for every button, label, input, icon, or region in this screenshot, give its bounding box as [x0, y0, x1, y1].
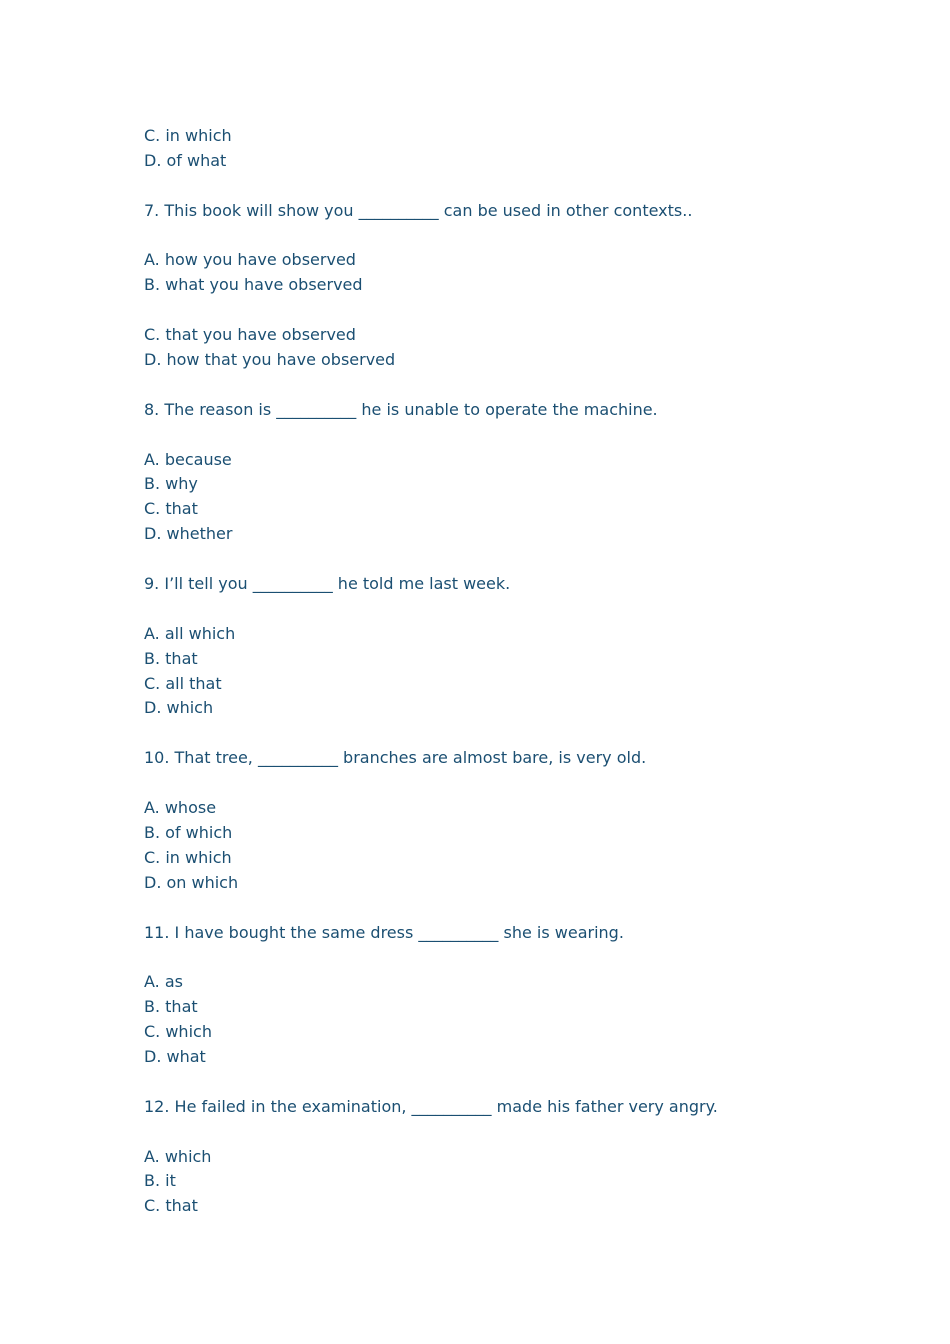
answer-option: D. how that you have observed: [144, 350, 396, 370]
answer-option: B. that: [144, 648, 198, 668]
answer-option: C. that: [144, 1196, 198, 1216]
answer-option: C. all that: [144, 673, 222, 693]
answer-option: C. in which: [144, 126, 232, 145]
answer-option: C. that you have observed: [144, 325, 356, 345]
answer-option: A. all which: [144, 623, 236, 643]
answer-options: [144, 448, 844, 548]
block-spacer: [144, 1120, 844, 1145]
block-spacer: [144, 721, 844, 746]
answer-options: [144, 323, 844, 373]
answer-option: B. it: [144, 1171, 176, 1191]
question-text: 9. I’ll tell you __________ he told me last week.: [144, 574, 511, 594]
answer-options: [144, 1145, 844, 1220]
question-text: 7. This book will show you __________ can be used in other contexts..: [144, 200, 693, 220]
answer-options: [144, 796, 844, 896]
block-spacer: [144, 771, 844, 796]
answer-options: [144, 970, 844, 1070]
answer-options: [144, 124, 844, 174]
block-spacer: [144, 298, 844, 323]
question-text: 11. I have bought the same dress __________ she is wearing.: [144, 922, 624, 942]
answer-option: C. in which: [144, 847, 232, 867]
answer-option: D. what: [144, 1046, 206, 1066]
answer-options: [144, 622, 844, 722]
question-text: 10. That tree, __________ branches are almost bare, is very old.: [144, 748, 647, 768]
answer-option: C. that: [144, 499, 198, 519]
answer-option: A. which: [144, 1146, 212, 1166]
answer-option: A. whose: [144, 798, 217, 818]
answer-options: [144, 248, 844, 298]
block-spacer: [144, 597, 844, 622]
answer-option: B. what you have observed: [144, 275, 363, 295]
block-spacer: [144, 373, 844, 398]
answer-option: A. as: [144, 972, 183, 992]
answer-option: B. of which: [144, 822, 233, 842]
question-text: 8. The reason is __________ he is unable to operate the machine.: [144, 399, 658, 419]
block-spacer: [144, 896, 844, 921]
block-spacer: [144, 1070, 844, 1095]
block-spacer: [144, 547, 844, 572]
block-spacer: [144, 945, 844, 970]
question-text: 12. He failed in the examination, __________ made his father very angry.: [144, 1096, 718, 1116]
answer-option: A. because: [144, 449, 232, 469]
answer-option: B. why: [144, 474, 198, 494]
answer-option: D. on which: [144, 872, 239, 892]
document-page: [144, 124, 844, 1219]
answer-option: C. which: [144, 1022, 212, 1042]
answer-option: D. whether: [144, 524, 233, 544]
answer-option: A. how you have observed: [144, 250, 356, 270]
answer-option: B. that: [144, 997, 198, 1017]
block-spacer: [144, 174, 844, 199]
answer-option: D. of what: [144, 150, 227, 170]
answer-option: D. which: [144, 698, 214, 718]
block-spacer: [144, 224, 844, 249]
block-spacer: [144, 423, 844, 448]
